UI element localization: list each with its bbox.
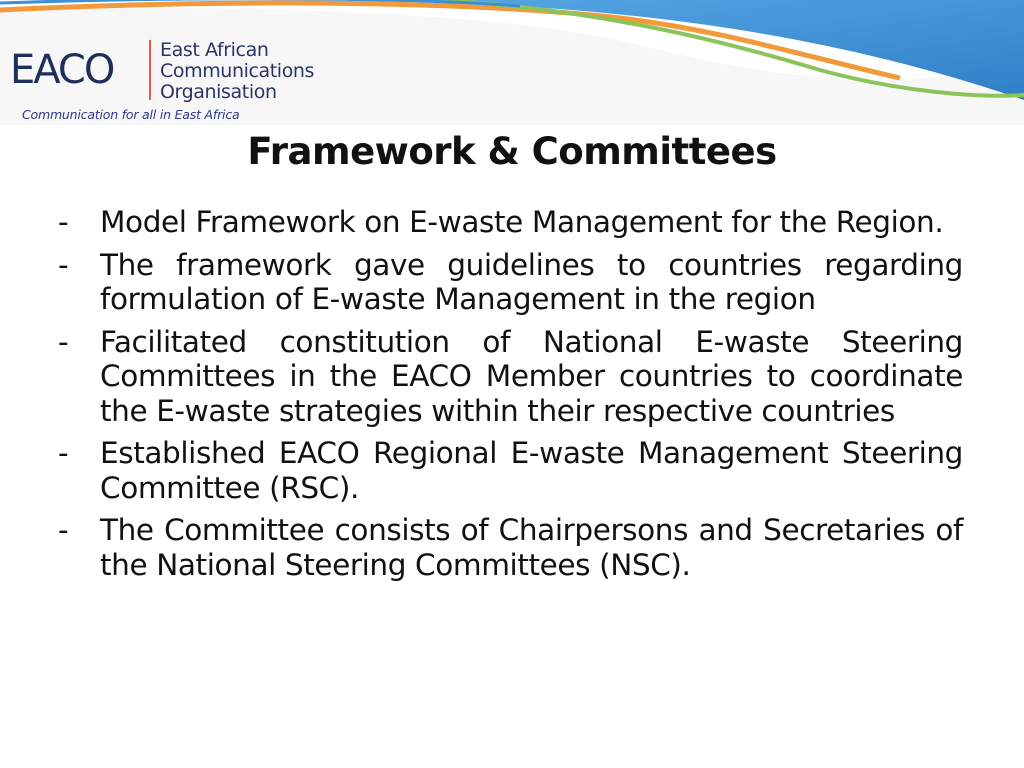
- bullet-text: The framework gave guidelines to countries regarding formulation of E-waste Management in the region: [100, 247, 963, 316]
- bullet-text: Facilitated constitution of National E-waste Steering Committees in the EACO Member countries to coordinate the E-waste strategies within their respective countries: [100, 324, 963, 428]
- bullet-dash: -: [58, 436, 69, 470]
- bullet-dash: -: [58, 247, 69, 282]
- org-name-line-3: Organisation: [160, 81, 277, 103]
- bullet-text: Established EACO Regional E-waste Management Steering Committee (RSC).: [100, 436, 963, 505]
- bullet-item: [58, 248, 963, 317]
- bullet-list: [58, 205, 963, 590]
- logo-divider: [149, 40, 151, 100]
- logo-wordmark: EACO: [10, 47, 114, 93]
- org-name-line-2: Communications: [160, 60, 315, 82]
- bullet-dash: -: [58, 513, 69, 547]
- slide-title: Framework & Committees: [247, 130, 777, 173]
- org-name-line-1: East African: [160, 39, 269, 61]
- bullet-item: [58, 436, 963, 505]
- bullet-dash: -: [58, 205, 69, 239]
- bullet-item: [58, 513, 963, 582]
- bullet-dash: -: [58, 324, 69, 359]
- bullet-text: Model Framework on E-waste Management for the Region.: [100, 205, 944, 239]
- bullet-text: The Committee consists of Chairpersons and Secretaries of the National Steering Committees (NSC).: [100, 513, 963, 582]
- bullet-item: [58, 325, 963, 429]
- header-banner: [0, 0, 1024, 125]
- bullet-item: [58, 205, 963, 240]
- tagline: Communication for all in East Africa: [22, 107, 240, 122]
- organisation-name: [160, 40, 314, 103]
- eaco-logo: [10, 40, 340, 110]
